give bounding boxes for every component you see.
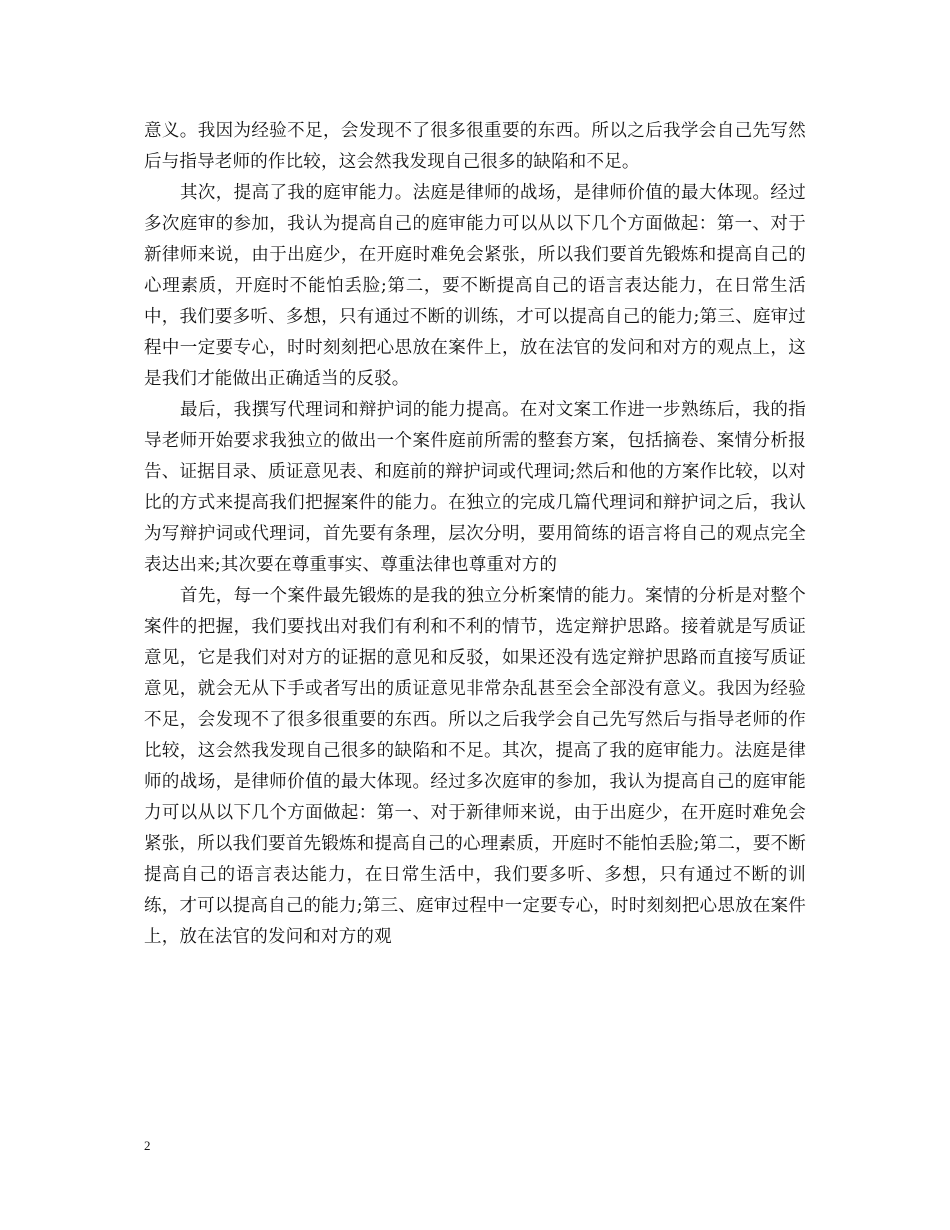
- paragraph-trial-skills: 其次，提高了我的庭审能力。法庭是律师的战场，是律师价值的最大体现。经过多次庭审的参加，我认为提高自己的庭审能力可以从以下几个方面做起：第一、对于新律师来说，由于出庭少，在开庭时难免会紧张，所以我们要首先锻炼和提高自己的心理素质，开庭时不能怕丢脸;第二，要不断提高自己的语言表达能力，在日常生活中，我们要多听、多想，只有通过不断的训练，才可以提高自己的能力;第三、庭审过程中一定要专心，时时刻刻把心思放在案件上，放在法官的发问和对方的观点上，这是我们才能做出正确适当的反驳。: [144, 183, 806, 389]
- body-text: [144, 116, 806, 953]
- paragraph-writing-skills: 最后，我撰写代理词和辩护词的能力提高。在对文案工作进一步熟练后，我的指导老师开始要求我独立的做出一个案件庭前所需的整套方案，包括摘卷、案情分析报告、证据目录、质证意见表、和庭前的辩护词或代理词;然后和他的方案作比较，以对比的方式来提高我们把握案件的能力。在独立的完成几篇代理词和辩护词之后，我认为写辩护词或代理词，首先要有条理，层次分明，要用简练的语言将自己的观点完全表达出来;其次要在尊重事实、尊重法律也尊重对方的: [144, 400, 806, 575]
- paragraph-continuation: 意义。我因为经验不足，会发现不了很多很重要的东西。所以之后我学会自己先写然后与指导老师的作比较，这会然我发现自己很多的缺陷和不足。: [144, 121, 806, 172]
- paragraph-case-analysis: 首先，每一个案件最先锻炼的是我的独立分析案情的能力。案情的分析是对整个案件的把握，我们要找出对我们有利和不利的情节，选定辩护思路。接着就是写质证意见，它是我们对对方的证据的意见和反驳，如果还没有选定辩护思路而直接写质证意见，就会无从下手或者写出的质证意见非常杂乱甚至会全部没有意义。我因为经验不足，会发现不了很多很重要的东西。所以之后我学会自己先写然后与指导老师的作比较，这会然我发现自己很多的缺陷和不足。其次，提高了我的庭审能力。法庭是律师的战场，是律师价值的最大体现。经过多次庭审的参加，我认为提高自己的庭审能力可以从以下几个方面做起：第一、对于新律师来说，由于出庭少，在开庭时难免会紧张，所以我们要首先锻炼和提高自己的心理素质，开庭时不能怕丢脸;第二，要不断提高自己的语言表达能力，在日常生活中，我们要多听、多想，只有通过不断的训练，才可以提高自己的能力;第三、庭审过程中一定要专心，时时刻刻把心思放在案件上，放在法官的发问和对方的观: [144, 586, 806, 947]
- page-number: 2: [144, 1138, 151, 1153]
